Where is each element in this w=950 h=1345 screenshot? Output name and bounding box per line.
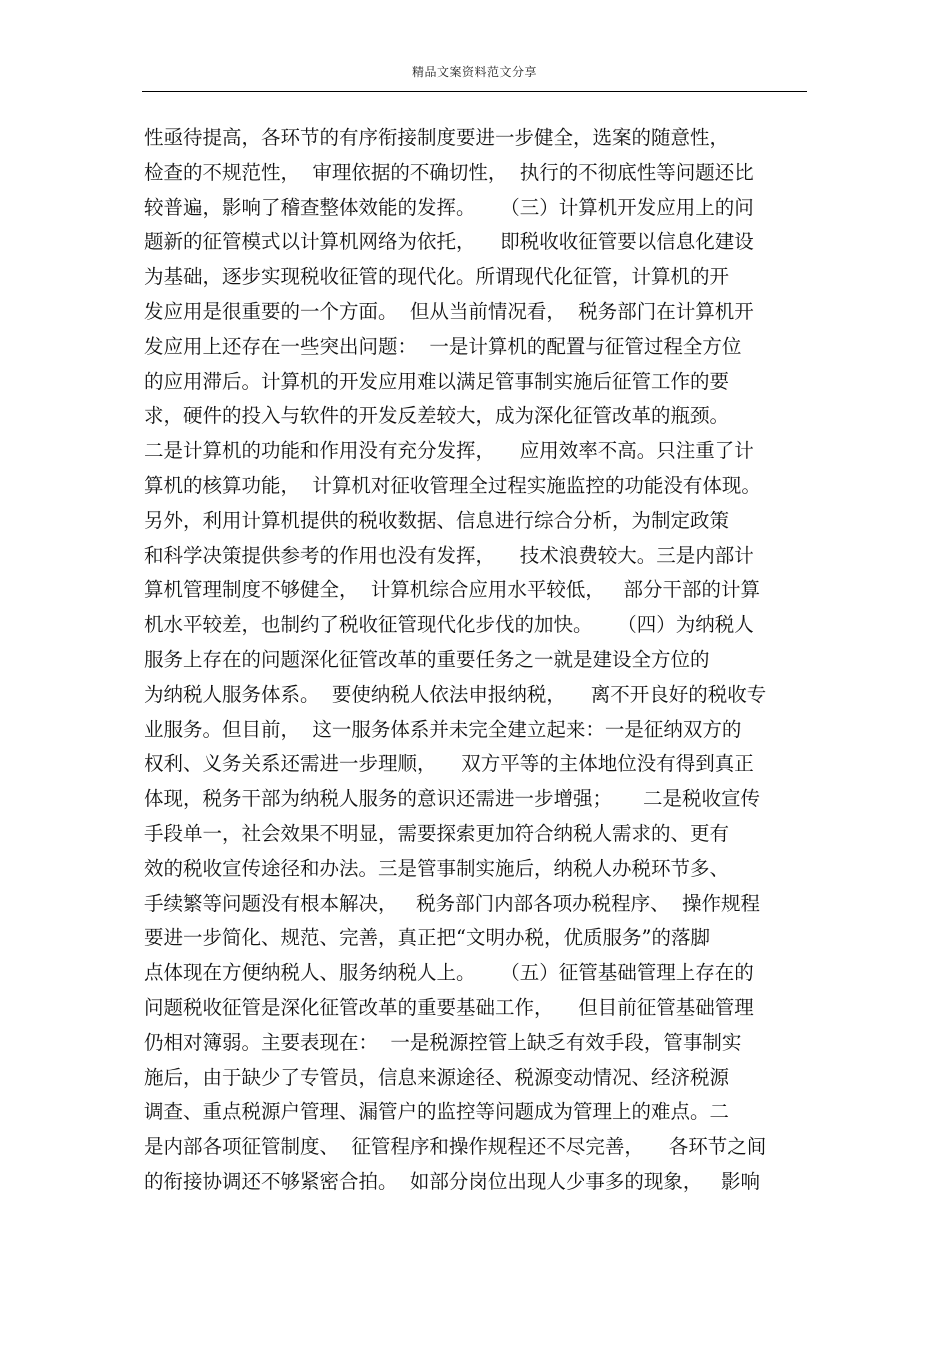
text-line: 较普遍，影响了稽查整体效能的发挥。 （三）计算机开发应用上的问 [144, 195, 754, 219]
text-line: 问题税收征管是深化征管改革的重要基础工作， 但目前征管基础管理 [144, 995, 754, 1019]
text-line: 手段单一，社会效果不明显，需要探索更加符合纳税人需求的、更有 [144, 821, 730, 845]
text-line: 另外，利用计算机提供的税收数据、信息进行综合分析，为制定政策 [144, 508, 730, 532]
header-divider [142, 91, 807, 92]
text-line: 检查的不规范性， 审理依据的不确切性， 执行的不彻底性等问题还比 [144, 160, 754, 184]
text-line: 性亟待提高，各环节的有序衔接制度要进一步健全，选案的随意性， [144, 126, 730, 149]
text-line: 施后，由于缺少了专管员，信息来源途径、税源变动情况、经济税源 [144, 1065, 730, 1089]
text-line: 体现，税务干部为纳税人服务的意识还需进一步增强； 二是税收宣传 [144, 787, 760, 811]
text-line: 业服务。但目前， 这一服务体系并未完全建立起来：一是征纳双方的 [144, 717, 742, 741]
text-line: 点体现在方便纳税人、服务纳税人上。 （五）征管基础管理上存在的 [144, 961, 754, 985]
text-line: 为纳税人服务体系。 要使纳税人依法申报纳税， 离不开良好的税收专 [144, 682, 767, 706]
text-line: 机水平较差，也制约了税收征管现代化步伐的加快。 （四）为纳税人 [144, 613, 754, 637]
text-line: 手续繁等问题没有根本解决， 税务部门内部各项办税程序、 操作规程 [144, 891, 760, 915]
text-line: 算机管理制度不够健全， 计算机综合应用水平较低， 部分干部的计算 [144, 578, 760, 602]
text-line: 发应用上还存在一些突出问题： 一是计算机的配置与征管过程全方位 [144, 334, 742, 358]
page-header [142, 64, 807, 92]
text-line: 的衔接协调还不够紧密合拍。 如部分岗位出现人少事多的现象， 影响 [144, 1169, 760, 1193]
text-line: 题新的征管模式以计算机网络为依托， 即税收收征管要以信息化建设 [144, 230, 754, 254]
text-line: 算机的核算功能， 计算机对征收管理全过程实施监控的功能没有体现。 [144, 473, 761, 497]
text-line: 权利、义务关系还需进一步理顺， 双方平等的主体地位没有得到真正 [144, 752, 754, 776]
text-line: 和科学决策提供参考的作用也没有发挥， 技术浪费较大。三是内部计 [144, 543, 754, 567]
text-line: 服务上存在的问题深化征管改革的重要任务之一就是建设全方位的 [144, 647, 710, 671]
text-line: 是内部各项征管制度、 征管程序和操作规程还不尽完善， 各环节之间 [144, 1135, 767, 1159]
text-line: 效的税收宣传途径和办法。三是管事制实施后，纳税人办税环节多、 [144, 856, 730, 880]
text-line: 发应用是很重要的一个方面。 但从当前情况看， 税务部门在计算机开 [144, 299, 754, 323]
text-line: 求，硬件的投入与软件的开发反差较大，成为深化征管改革的瓶颈。 [144, 404, 730, 428]
text-line: 仍相对簿弱。主要表现在： 一是税源控管上缺乏有效手段，管事制实 [144, 1030, 742, 1054]
text-line: 为基础，逐步实现税收征管的现代化。所谓现代化征管，计算机的开 [144, 265, 730, 289]
text-line: 调查、重点税源户管理、漏管户的监控等问题成为管理上的难点。二 [144, 1100, 730, 1124]
text-line: 要进一步简化、规范、完善，真正把“文明办税，优质服务”的落脚 [144, 926, 710, 950]
document-body [144, 121, 814, 1200]
text-line: 的应用滞后。计算机的开发应用难以满足管事制实施后征管工作的要 [144, 369, 730, 393]
text-line: 二是计算机的功能和作用没有充分发挥， 应用效率不高。只注重了计 [144, 439, 754, 463]
header-title: 精品文案资料范文分享 [411, 65, 537, 79]
